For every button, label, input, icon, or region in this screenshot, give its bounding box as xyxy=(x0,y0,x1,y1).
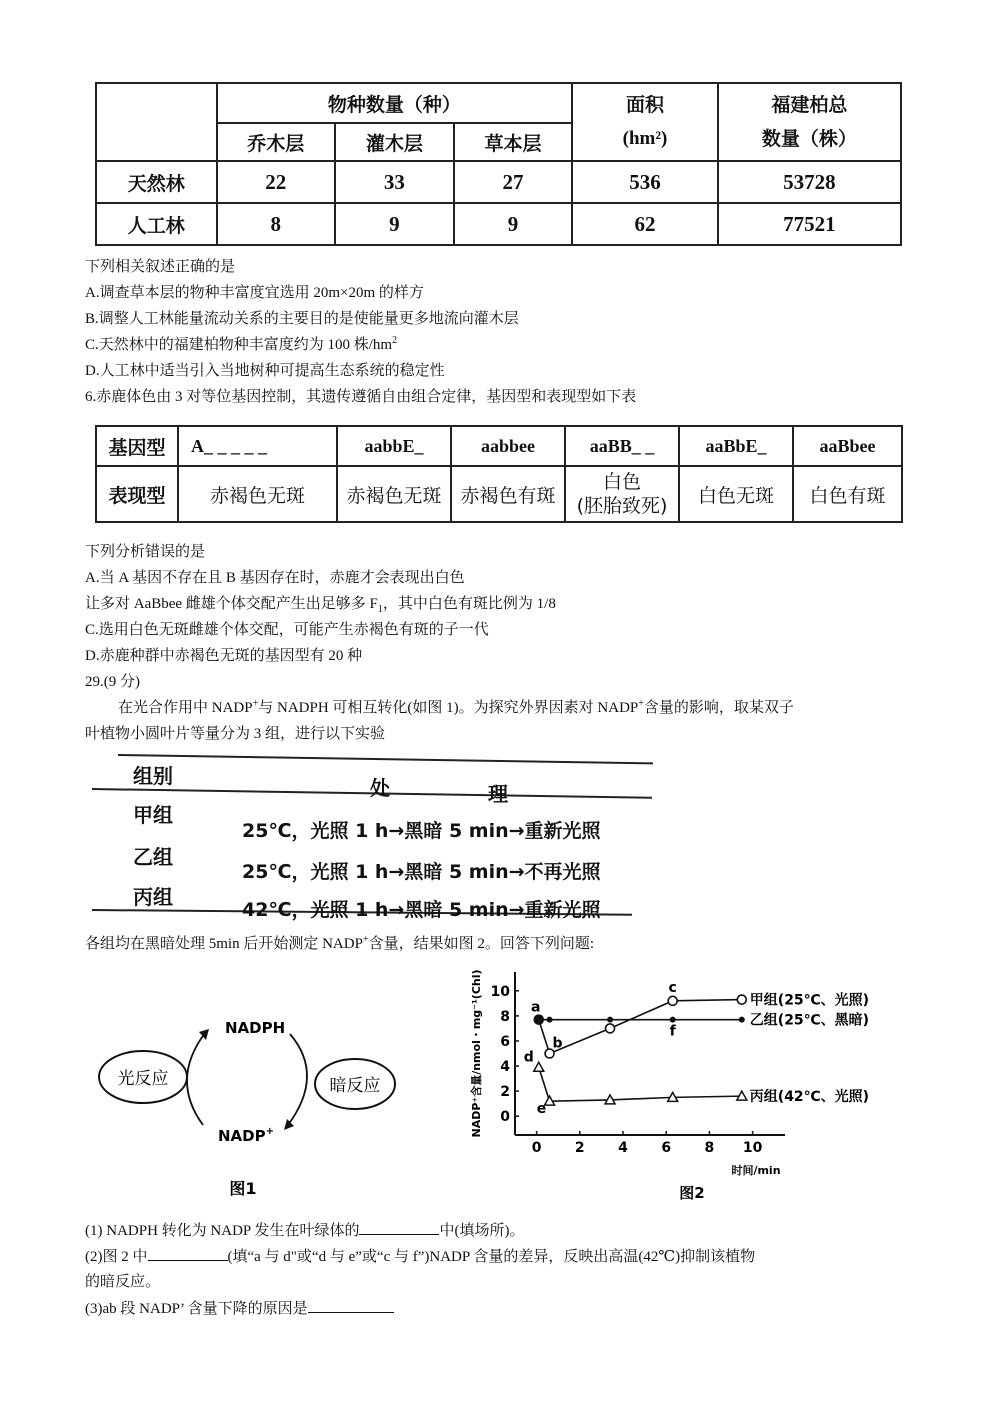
table-cell: 22 xyxy=(217,161,336,203)
phenotype-header: 表现型 xyxy=(96,466,178,522)
col-header-process-a: 处 xyxy=(370,776,390,800)
genotype-cell: aaBB_ _ xyxy=(565,426,679,466)
genotype-cell: aabbee xyxy=(451,426,565,466)
table-top-rule xyxy=(118,754,653,764)
y-tick-label: 4 xyxy=(500,1059,510,1076)
chart-series xyxy=(534,995,747,1105)
light-reaction-label: 光反应 xyxy=(117,1069,169,1089)
data-point xyxy=(606,1024,615,1033)
figure-2-chart xyxy=(450,960,910,1210)
point-annotation: d xyxy=(523,1049,534,1066)
arrowhead-icon xyxy=(284,1119,294,1130)
x-axis-label: 时间/min xyxy=(731,1164,781,1177)
series-line xyxy=(539,1067,742,1101)
arrow-to-nadp xyxy=(288,1034,307,1125)
table-cell: 9 xyxy=(335,203,454,245)
point-annotation: a xyxy=(531,999,541,1016)
data-point xyxy=(547,1017,553,1023)
q5-option-b: B.调整人工林能量流动关系的主要目的是使能量更多地流向灌木层 xyxy=(85,311,519,327)
legend-label: 甲组(25℃、光照) xyxy=(749,992,870,1009)
answer-blank[interactable] xyxy=(148,1246,228,1261)
phenotype-cell: 赤褐色无斑 xyxy=(178,466,337,522)
legend-label: 乙组(25℃、黑暗) xyxy=(749,1012,870,1029)
group-label: 甲组 xyxy=(133,803,173,827)
y-tick-label: 10 xyxy=(490,983,510,1000)
nadp-label: NADP+ xyxy=(218,1126,274,1145)
table1-count-header: 福建柏总 数量（株） xyxy=(718,83,901,161)
y-tick-label: 0 xyxy=(500,1109,510,1126)
col-header-process-b: 理 xyxy=(488,782,508,806)
y-axis-label: NADP⁺含量/nmol・mg⁻¹(Chl) xyxy=(470,969,483,1138)
phenotype-cell: 赤褐色无斑 xyxy=(337,466,451,522)
data-point xyxy=(668,996,677,1005)
data-point xyxy=(534,1062,544,1071)
y-tick-label: 6 xyxy=(500,1033,510,1050)
q29-intro: 在光合作用中 NADP+与 NADPH 可相互转化(如图 1)。为探究外界因素对 NADP+含量的影响，取某双子 xyxy=(118,698,794,716)
q29-question-3: (3)ab 段 NADP’ 含量下降的原因是 xyxy=(85,1298,394,1319)
table-cell: 77521 xyxy=(718,203,901,245)
q6-option-b: 让多对 AaBbee 雌雄个体交配产生出足够多 $F_1$，其中白色有斑比例为 1/8 xyxy=(85,596,556,615)
table1-species-header: 物种数量（种） xyxy=(217,83,573,123)
genotype-phenotype-table xyxy=(95,425,903,523)
table-cell: 27 xyxy=(454,161,573,203)
data-point xyxy=(737,995,746,1004)
data-point xyxy=(607,1017,613,1023)
x-tick-label: 0 xyxy=(531,1140,542,1156)
table-cell: 536 xyxy=(572,161,718,203)
table-row xyxy=(96,466,902,522)
table1-subheader: 草本层 xyxy=(454,123,573,161)
data-point xyxy=(670,1017,676,1023)
table-cell: 62 xyxy=(572,203,718,245)
table-cell: 53728 xyxy=(718,161,901,203)
x-tick-label: 6 xyxy=(661,1140,672,1156)
phenotype-cell: 白色无斑 xyxy=(679,466,793,522)
table-cell: 33 xyxy=(335,161,454,203)
figure-2-caption: 图2 xyxy=(679,1184,705,1202)
q6-option-d: D.赤鹿种群中赤褐色无斑的基因型有 20 种 xyxy=(85,648,363,664)
x-tick-label: 4 xyxy=(618,1140,628,1156)
table-row xyxy=(96,426,902,466)
table1-subheader: 灌木层 xyxy=(335,123,454,161)
point-annotation: f xyxy=(669,1023,676,1040)
table-cell: 9 xyxy=(454,203,573,245)
table-cell: 8 xyxy=(217,203,336,245)
forest-species-table xyxy=(95,82,902,246)
group-process: 42℃，光照 1 h→黑暗 5 min→重新光照 xyxy=(242,899,601,921)
phenotype-cell: 赤褐色有斑 xyxy=(451,466,565,522)
q29-question-2-cont: 的暗反应。 xyxy=(85,1274,161,1290)
table1-corner-cell xyxy=(96,83,217,161)
answer-blank[interactable] xyxy=(308,1298,394,1313)
y-tick-label: 2 xyxy=(500,1084,510,1101)
legend-label: 丙组(42℃、光照) xyxy=(749,1089,870,1106)
q5-option-d: D.人工林中适当引入当地树种可提高生态系统的稳定性 xyxy=(85,363,445,379)
group-label: 乙组 xyxy=(133,845,173,869)
phenotype-cell: 白色 (胚胎致死) xyxy=(565,466,679,522)
q29-intro-line2: 叶植物小圆叶片等量分为 3 组，进行以下实验 xyxy=(85,726,386,742)
table1-subheader: 乔木层 xyxy=(217,123,336,161)
genotype-header: 基因型 xyxy=(96,426,178,466)
q29-heading: 29.(9 分) xyxy=(85,674,140,690)
group-label: 丙组 xyxy=(133,885,173,909)
figure-1-diagram xyxy=(80,960,450,1210)
group-process: 25℃，光照 1 h→黑暗 5 min→不再光照 xyxy=(242,861,601,883)
x-tick-label: 2 xyxy=(574,1140,585,1156)
row-label: 人工林 xyxy=(96,203,217,245)
q5-option-a: A.调查草本层的物种丰富度宜选用 20m×20m 的样方 xyxy=(85,285,424,301)
group-process: 25℃，光照 1 h→黑暗 5 min→重新光照 xyxy=(242,820,601,842)
series-line xyxy=(539,1000,742,1054)
q6-option-c: C.选用白色无斑雌雄个体交配，可能产生赤褐色有斑的子一代 xyxy=(85,622,489,638)
q6-stem: 6.赤鹿体色由 3 对等位基因控制，其遗传遵循自由组合定律，基因型和表现型如下表 xyxy=(85,389,637,405)
genotype-cell: aaBbee xyxy=(793,426,902,466)
table-row xyxy=(96,203,901,245)
q5-stem: 下列相关叙述正确的是 xyxy=(85,259,236,275)
phenotype-cell: 白色有斑 xyxy=(793,466,902,522)
x-tick-label: 10 xyxy=(742,1140,763,1156)
q6-question: 下列分析错误的是 xyxy=(85,544,206,560)
data-point xyxy=(534,1015,544,1025)
series-1 xyxy=(534,995,746,1058)
data-point xyxy=(739,1017,745,1023)
answer-blank[interactable] xyxy=(359,1220,439,1235)
row-label: 天然林 xyxy=(96,161,217,203)
point-annotation: c xyxy=(668,979,677,996)
arrow-to-nadph xyxy=(187,1033,205,1125)
series-3 xyxy=(534,1062,747,1105)
x-tick-label: 8 xyxy=(704,1140,715,1156)
genotype-cell: A_ _ _ _ _ xyxy=(178,426,337,466)
col-header-group: 组别 xyxy=(133,764,173,788)
q29-question-2: (2)图 2 中 (填“a 与 d"或“d 与 e”或“c 与 f”)NADP 含量的差异，反映出高温(42℃)抑制该植物 xyxy=(85,1246,755,1267)
table-row xyxy=(96,161,901,203)
table1-area-header: 面积 (hm²) xyxy=(572,83,718,161)
genotype-cell: aabbE_ xyxy=(337,426,451,466)
point-annotation: e xyxy=(536,1101,547,1118)
nadph-label: NADPH xyxy=(225,1019,286,1037)
genotype-cell: aaBbE_ xyxy=(679,426,793,466)
q29-question-1: (1) NADPH 转化为 NADP 发生在叶绿体的 中(填场所)。 xyxy=(85,1220,524,1241)
q6-option-a: A.当 A 基因不存在且 B 基因存在时，赤鹿才会表现出白色 xyxy=(85,570,465,586)
dark-reaction-label: 暗反应 xyxy=(329,1076,381,1096)
q29-after-table: 各组均在黑暗处理 5min 后开始测定 NADP+含量，结果如图 2。回答下列问题: xyxy=(85,934,594,952)
point-annotation: b xyxy=(552,1035,563,1052)
q5-option-c: C.天然林中的福建柏物种丰富度约为 100 株$/hm^2$ xyxy=(85,335,398,353)
figure-1-caption: 图1 xyxy=(229,1179,257,1198)
y-tick-label: 8 xyxy=(500,1008,510,1025)
